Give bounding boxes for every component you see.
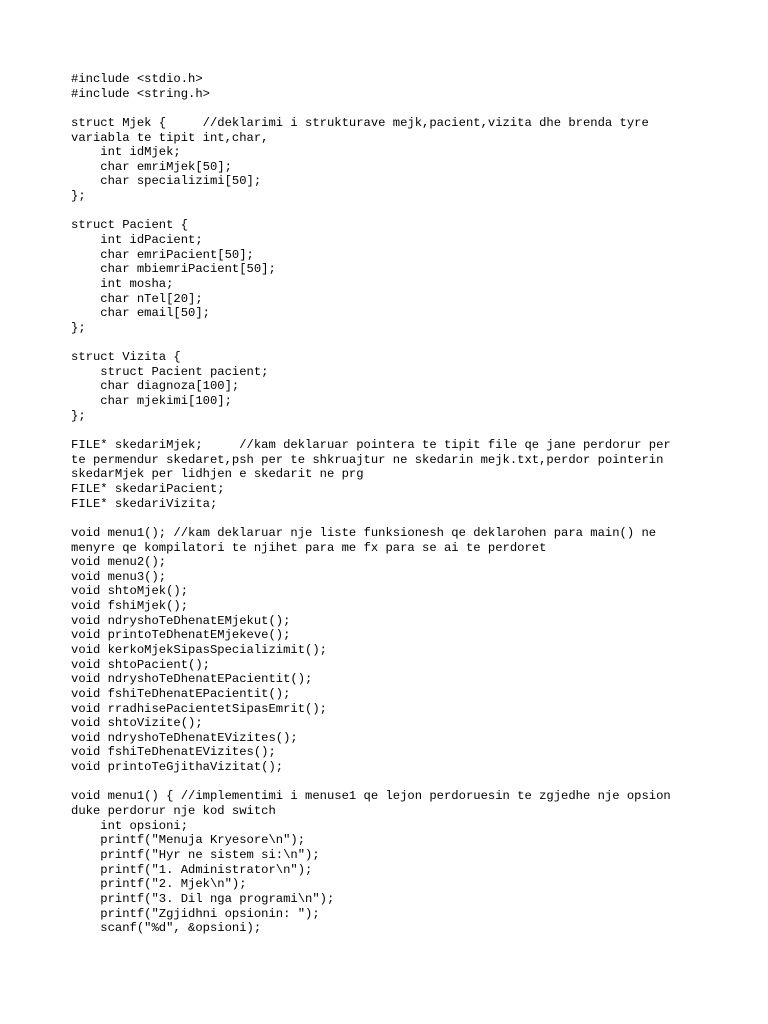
code-line: void shtoMjek(); — [71, 584, 189, 599]
code-line: void rradhisePacientetSipasEmrit(); — [71, 701, 327, 716]
code-line: #include <string.h> — [71, 86, 210, 101]
code-line: char email[50]; — [71, 306, 210, 321]
code-line: char diagnoza[100]; — [71, 379, 240, 394]
code-line: int mosha; — [71, 276, 174, 291]
code-line: printf("Hyr ne sistem si:\n"); — [71, 847, 320, 862]
code-line — [71, 204, 711, 219]
code-line: void printoTeGjithaVizitat(); — [71, 760, 284, 775]
code-line: char emriPacient[50]; — [71, 247, 254, 262]
code-line: char nTel[20]; — [71, 291, 203, 306]
code-line: FILE* skedariPacient; — [71, 481, 225, 496]
code-line: void ndryshoTeDhenatEVizites(); — [71, 730, 298, 745]
code-line: struct Mjek { //deklarimi i strukturave mejk,pacient,vizita dhe brenda tyre — [71, 115, 649, 130]
code-line: variabla te tipit int,char, — [71, 130, 269, 145]
code-line: struct Pacient { — [71, 218, 189, 233]
code-line: void shtoVizite(); — [71, 716, 203, 731]
code-line: menyre qe kompilatori te njihet para me fx para se ai te perdoret — [71, 540, 547, 555]
code-line: void printoTeDhenatEMjekeve(); — [71, 628, 291, 643]
code-line: printf("3. Dil nga programi\n"); — [71, 891, 335, 906]
code-line: void menu2(); — [71, 555, 167, 570]
code-line: int opsioni; — [71, 818, 189, 833]
code-line: printf("Zgjidhni opsionin: "); — [71, 906, 320, 921]
code-line — [71, 336, 711, 351]
code-line: skedarMjek per lidhjen e skedarit ne prg — [71, 467, 364, 482]
code-line: void fshiTeDhenatEVizites(); — [71, 745, 276, 760]
code-line: void fshiTeDhenatEPacientit(); — [71, 686, 291, 701]
code-line: int idMjek; — [71, 145, 181, 160]
code-line: void menu3(); — [71, 569, 167, 584]
code-line — [71, 511, 711, 526]
code-line: void ndryshoTeDhenatEMjekut(); — [71, 613, 291, 628]
code-line: char mbiemriPacient[50]; — [71, 262, 276, 277]
code-line: printf("2. Mjek\n"); — [71, 877, 247, 892]
code-line: FILE* skedariVizita; — [71, 496, 218, 511]
code-line: void fshiMjek(); — [71, 599, 189, 614]
code-listing — [71, 72, 711, 936]
code-line: }; — [71, 408, 86, 423]
code-line: te permendur skedaret,psh per te shkruajtur ne skedarin mejk.txt,perdor pointerin — [71, 452, 664, 467]
code-line: void menu1(); //kam deklaruar nje liste funksionesh qe deklarohen para main() ne — [71, 525, 657, 540]
code-line: FILE* skedariMjek; //kam deklaruar pointera te tipit file qe jane perdorur per — [71, 438, 671, 453]
code-line: printf("1. Administrator\n"); — [71, 862, 313, 877]
code-line: void kerkoMjekSipasSpecializimit(); — [71, 642, 327, 657]
code-line: char mjekimi[100]; — [71, 394, 232, 409]
code-line: printf("Menuja Kryesore\n"); — [71, 833, 306, 848]
code-line: struct Pacient pacient; — [71, 364, 269, 379]
code-line: char specializimi[50]; — [71, 174, 262, 189]
code-line: duke perdorur nje kod switch — [71, 804, 276, 819]
code-line: }; — [71, 320, 86, 335]
code-line: #include <stdio.h> — [71, 72, 203, 86]
code-line: void shtoPacient(); — [71, 657, 210, 672]
code-line: char emriMjek[50]; — [71, 159, 232, 174]
code-line: void menu1() { //implementimi i menuse1 qe lejon perdoruesin te zgjedhe nje opsion — [71, 789, 671, 804]
code-line: struct Vizita { — [71, 350, 181, 365]
code-line: scanf("%d", &opsioni); — [71, 921, 262, 936]
code-line — [71, 423, 711, 438]
code-line: }; — [71, 189, 86, 204]
code-line — [71, 101, 711, 116]
code-line: void ndryshoTeDhenatEPacientit(); — [71, 672, 313, 687]
code-line — [71, 775, 711, 790]
code-line: int idPacient; — [71, 233, 203, 248]
